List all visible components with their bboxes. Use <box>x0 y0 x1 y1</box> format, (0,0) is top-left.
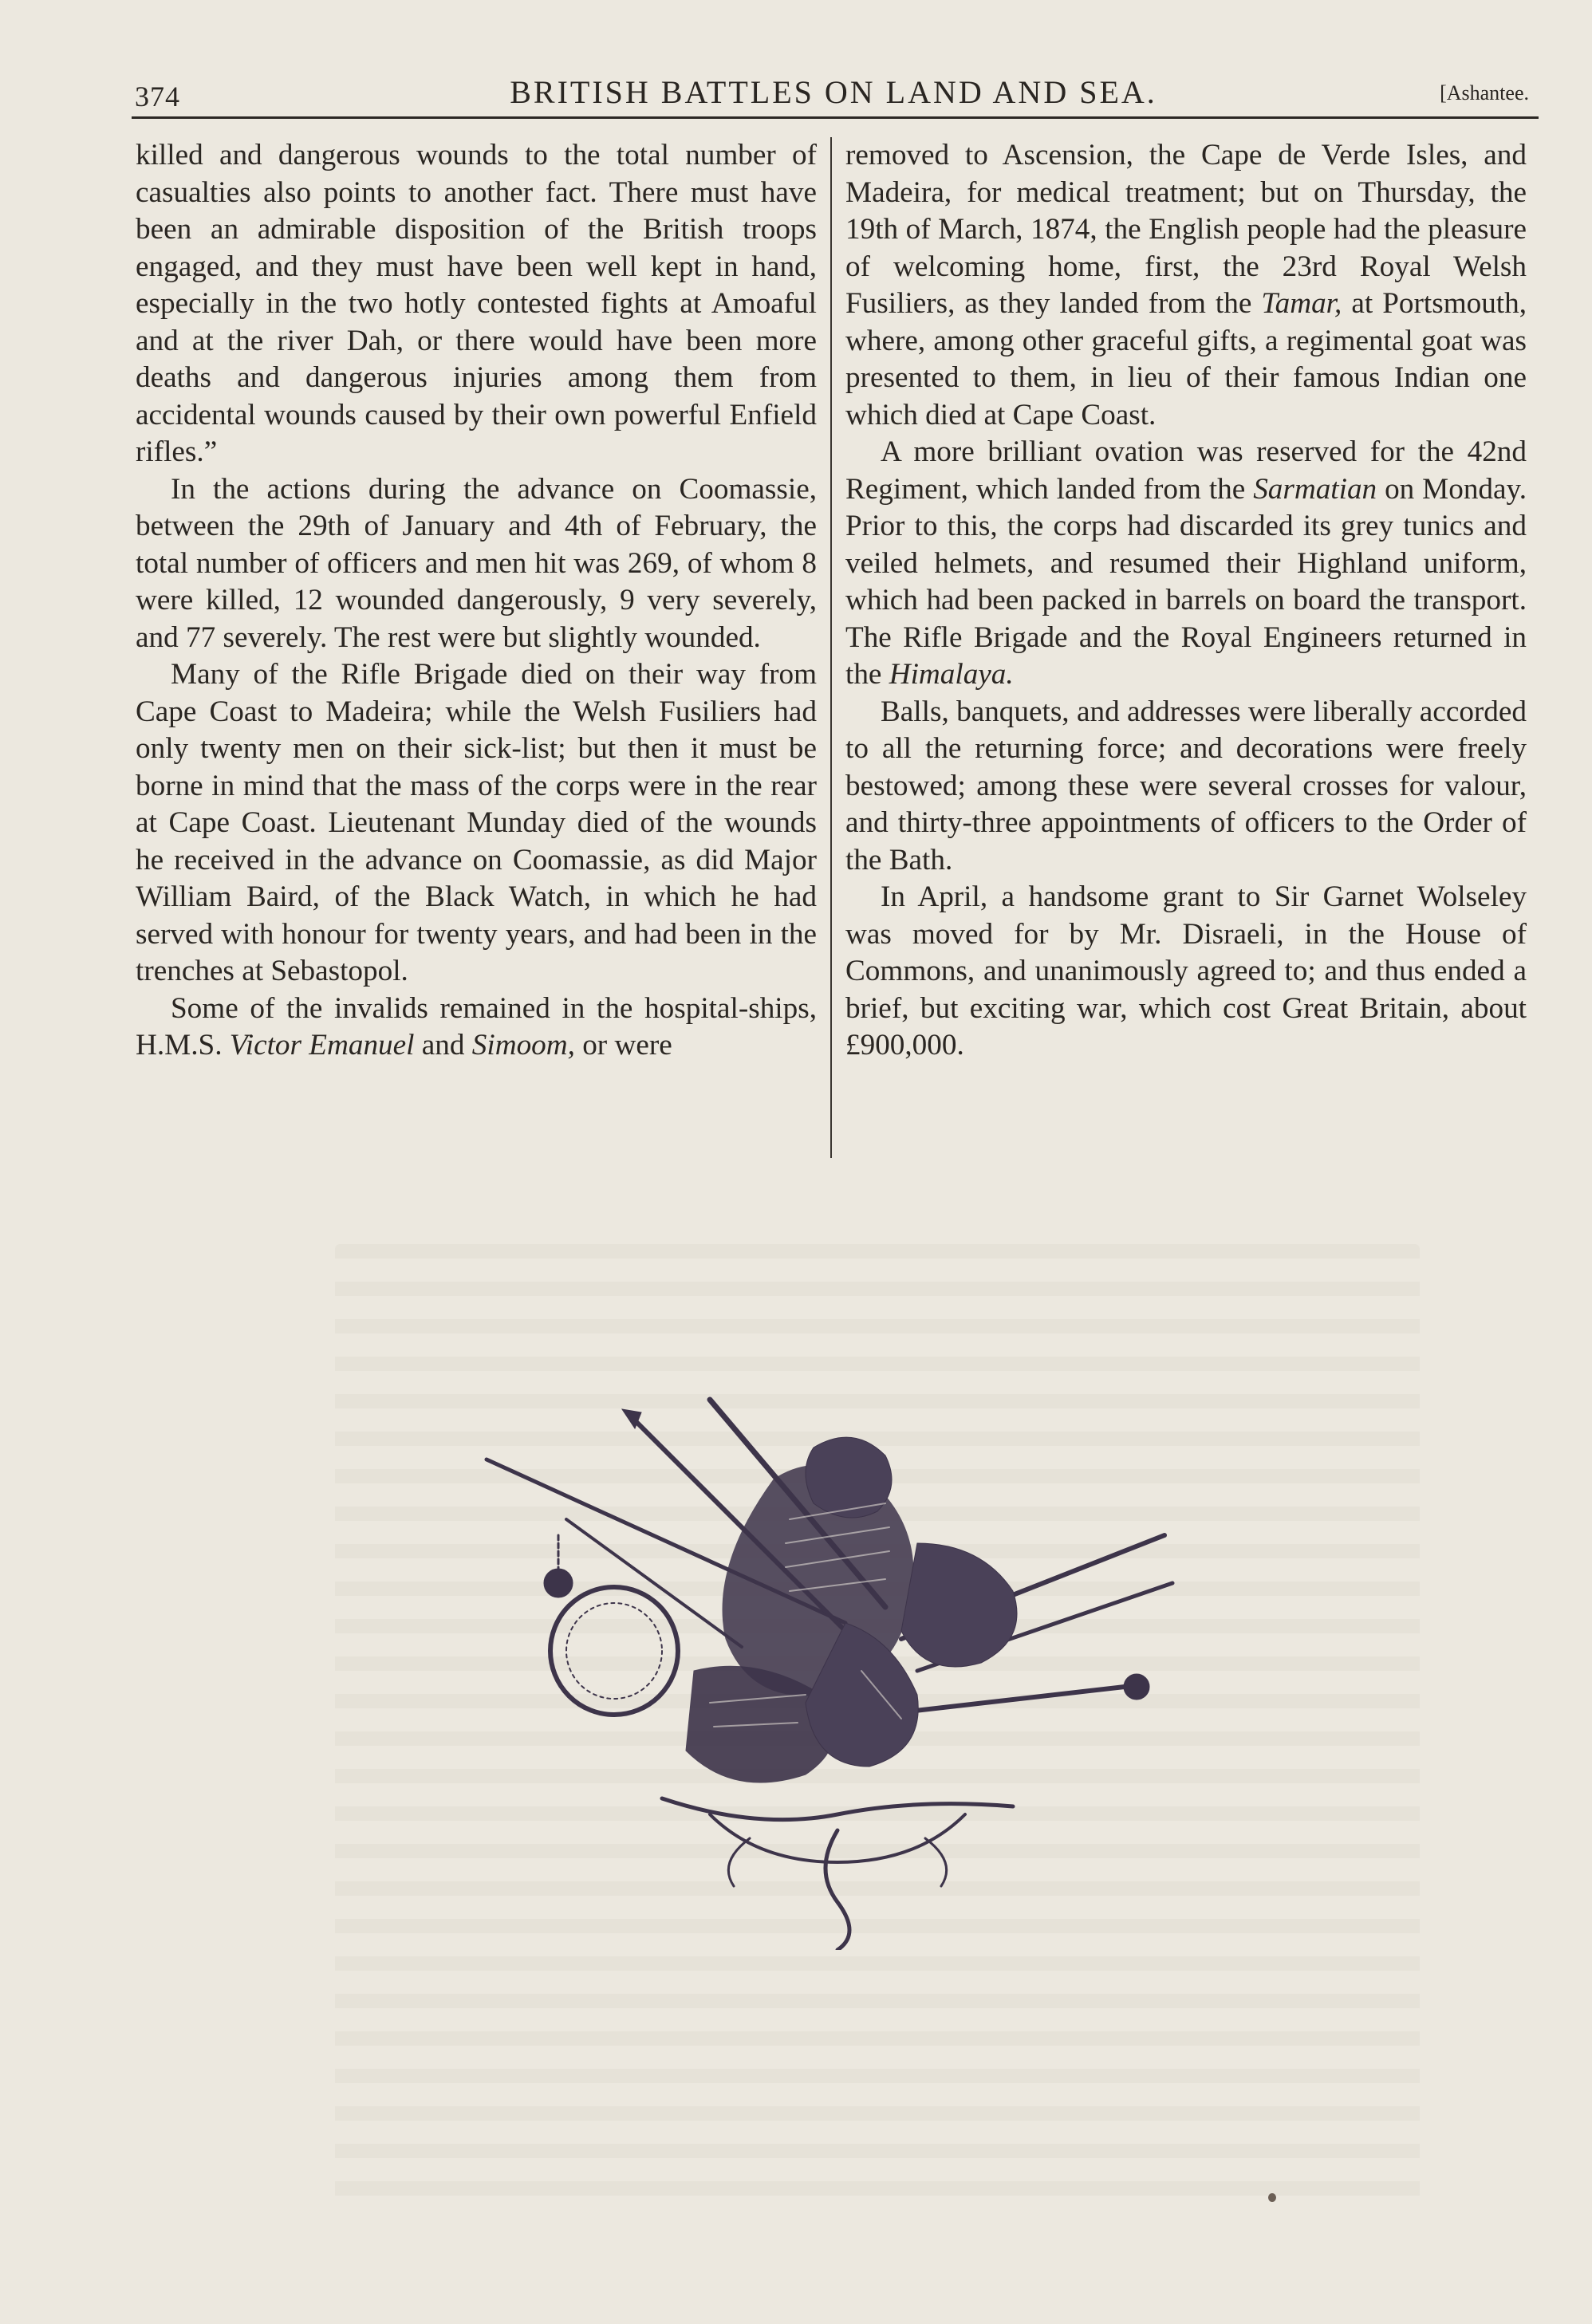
pendant-ornament-icon <box>826 1830 849 1950</box>
header-rule <box>132 116 1539 119</box>
paragraph: A more brilliant ovation was reserved for the 42nd Regiment, which landed from the Sarmatian on Monday. Prior to this, the corps had discarded its grey tunics and veiled helmets, and resumed their Highland uniform, which had been packed in barrels on board the transport. The Rifle Brigade and the Royal Engineers returned in the Himalaya. <box>845 435 1527 691</box>
flail-icon <box>566 1519 742 1647</box>
right-column <box>845 137 1527 1065</box>
paragraph: killed and dangerous wounds to the total number of casualties also points to another fact. There must have been an admirable disposition of the British troops engaged, and they must have been well kept in hand, especially in the two hotly contested fights at Amoaful and at the river Dah, or there would have been more deaths and dangerous injuries among them from accidental wounds caused by their own powerful Enfield rifles.” <box>136 139 817 468</box>
pauldron-icon <box>901 1543 1017 1667</box>
page-number: 374 <box>135 81 180 112</box>
scroll-bracket-icon <box>662 1798 1013 1820</box>
armour-trophy-engraving <box>471 1384 1204 1950</box>
paragraph: Balls, banquets, and addresses were liberally accorded to all the returning force; and decorations were freely bestowed; among these were several crosses for valour, and thirty-three appointments of officers to the Order of the Bath. <box>845 695 1527 876</box>
round-shield-icon <box>550 1587 678 1715</box>
ship-name: Tamar, <box>1261 287 1342 320</box>
ship-name: Victor Emanuel <box>229 1029 415 1062</box>
helmet-icon <box>806 1437 892 1518</box>
paragraph: removed to Ascension, the Cape de Verde Isles, and Madeira, for medical treatment; but on Thursday, the 19th of March, 1874, the English people had the pleasure of welcoming home, first, the 23rd Royal Welsh Fusiliers, as they landed from the Tamar, at Portsmouth, where, among other graceful gifts, a regimental goat was presented to them, in lieu of their famous Indian one which died at Cape Coast. <box>845 139 1527 431</box>
paragraph: Many of the Rifle Brigade died on their way from Cape Coast to Madeira; while the Welsh Fusiliers had only twenty men on their sick-list; but then it must be borne in mind that the mass of the corps were in the rear at Cape Coast. Lieutenant Munday died of the wounds he received in the advance on Coomassie, as did Major William Baird, of the Black Watch, in which he had served with honour for twenty years, and had been in the trenches at Sebastopol. <box>136 658 817 987</box>
section-tag: [Ashantee. <box>1440 81 1529 104</box>
left-column <box>136 137 817 1065</box>
mace-head-icon <box>1124 1674 1149 1700</box>
ship-name: Himalaya. <box>889 658 1014 691</box>
shield-boss-icon <box>566 1603 662 1699</box>
paragraph: In April, a handsome grant to Sir Garnet Wolseley was moved for by Mr. Disraeli, in the House of Commons, and unanimously agreed to; and thus ended a brief, but exciting war, which cost Great Britain, about £900,000. <box>845 880 1527 1062</box>
ship-name: Simoom, <box>471 1029 575 1062</box>
page-header <box>132 72 1535 116</box>
ship-name: Sarmatian <box>1253 472 1377 506</box>
column-divider <box>830 137 832 1158</box>
running-title: BRITISH BATTLES ON LAND AND SEA. <box>510 74 1157 110</box>
paragraph: Some of the invalids remained in the hospital-ships, H.M.S. Victor Emanuel and Simoom, or were <box>136 991 817 1062</box>
ink-spot <box>1268 2193 1276 2202</box>
flail-ball-icon <box>544 1569 573 1597</box>
paragraph: In the actions during the advance on Coomassie, between the 29th of January and 4th of February, the total number of officers and men hit was 269, of whom 8 were killed, 12 wounded dangerously, 9 very severely, and 77 severely. The rest were but slightly wounded. <box>136 472 817 654</box>
